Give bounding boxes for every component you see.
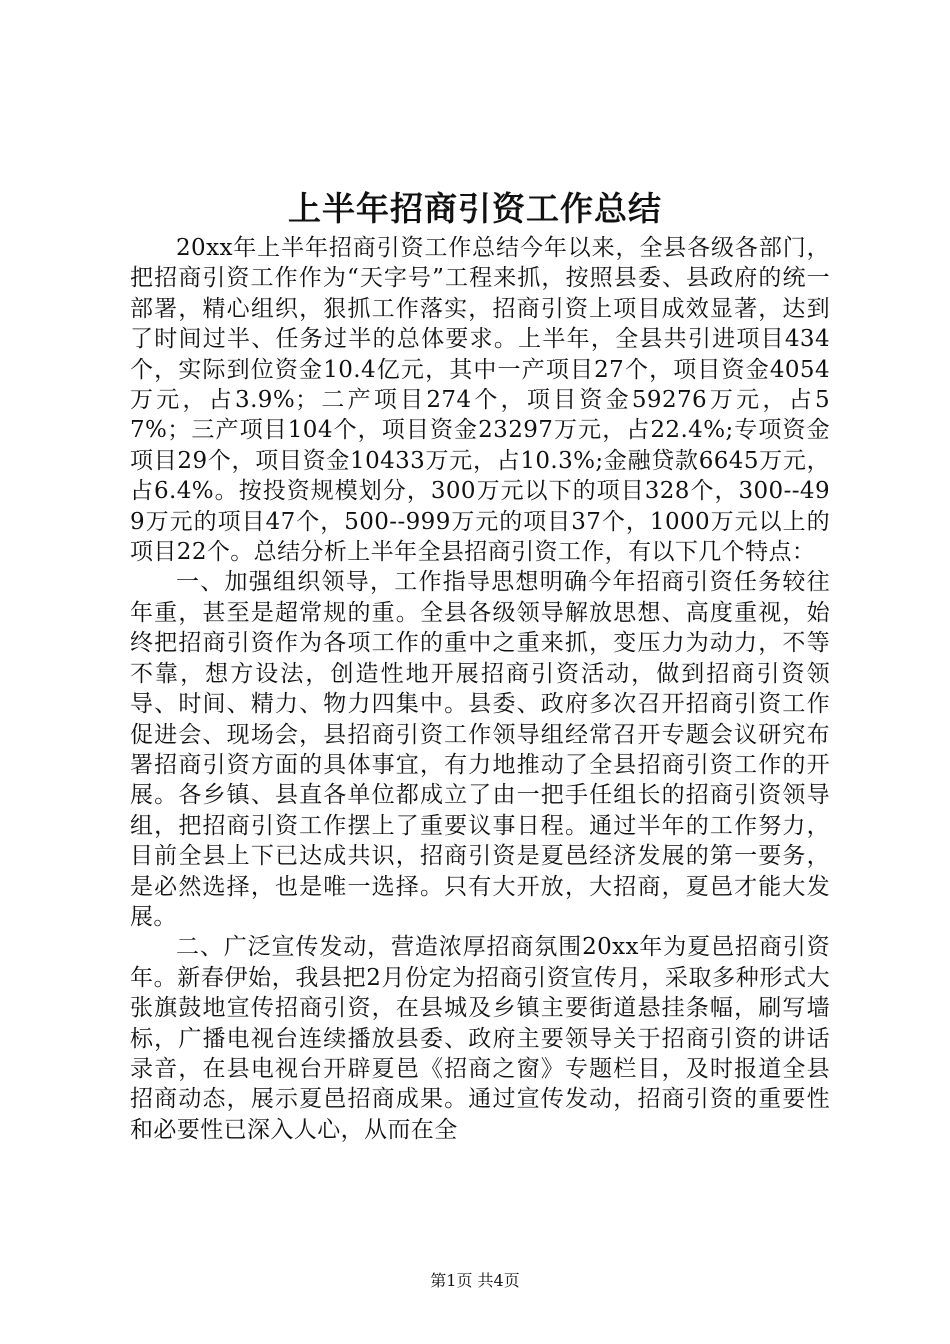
page-number-footer: 第1页 共4页 [430, 1271, 520, 1290]
paragraph-section-2: 二、广泛宣传发动，营造浓厚招商氛围20xx年为夏邑招商引资年。新春伊始，我县把2月份定为招商引资宣传月，采取多种形式大张旗鼓地宣传招商引资，在县城及乡镇主要街道悬挂条幅，刷写墙标，广播电视台连续播放县委、政府主要领导关于招商引资的讲话录音，在县电视台开辟夏邑《招商之窗》专题栏目，及时报道全县招商动态，展示夏邑招商成果。通过宣传发动，招商引资的重要性和必要性已深入人心，从而在全 [130, 934, 830, 1143]
document-title: 上半年招商引资工作总结 [288, 189, 662, 228]
document-body [130, 233, 830, 1145]
paragraph-section-1: 一、加强组织领导，工作指导思想明确今年招商引资任务较往年重，甚至是超常规的重。全县各级领导解放思想、高度重视，始终把招商引资作为各项工作的重中之重来抓，变压力为动力，不等不靠，想方设法，创造性地开展招商引资活动，做到招商引资领导、时间、精力、物力四集中。县委、政府多次召开招商引资工作促进会、现场会，县招商引资工作领导组经常召开专题会议研究布署招商引资方面的具体事宜，有力地推动了全县招商引资工作的开展。各乡镇、县直各单位都成立了由一把手任组长的招商引资领导组，把招商引资工作摆上了重要议事日程。通过半年的工作努力，目前全县上下已达成共识，招商引资是夏邑经济发展的第一要务，是必然选择，也是唯一选择。只有大开放，大招商，夏邑才能大发展。 [130, 569, 830, 930]
paragraph-intro: 20xx年上半年招商引资工作总结今年以来，全县各级各部门，把招商引资工作作为“天字号”工程来抓，按照县委、县政府的统一部署，精心组织，狠抓工作落实，招商引资上项目成效显著，达到了时间过半、任务过半的总体要求。上半年，全县共引进项目434个，实际到位资金10.4亿元，其中一产项目27个，项目资金4054万元，占3.9%；二产项目274个，项目资金59276万元，占57%；三产项目104个，项目资金23297万元，占22.4%;专项资金项目29个，项目资金10433万元，占10.3%;金融贷款6645万元，占6.4%。按投资规模划分，300万元以下的项目328个，300--499万元的项目47个，500--999万元的项目37个，1000万元以上的项目22个。总结分析上半年全县招商引资工作，有以下几个特点： [130, 235, 830, 566]
